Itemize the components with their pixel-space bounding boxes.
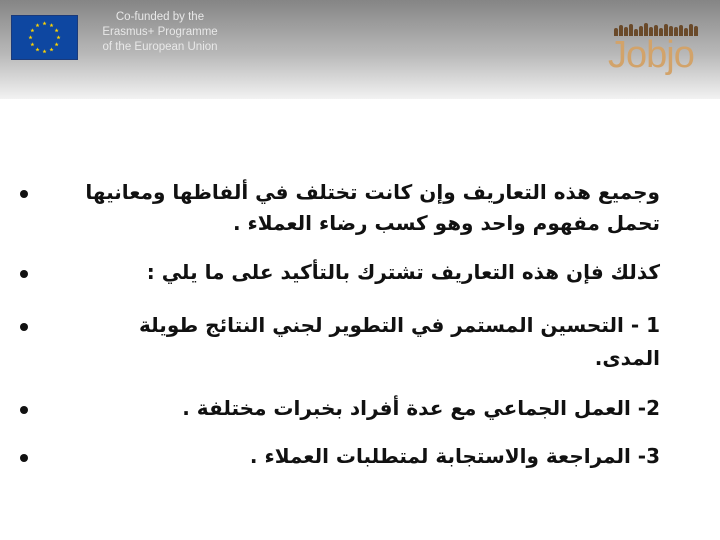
eu-text-line-3: of the European Union <box>102 41 218 53</box>
bullet-5 <box>20 454 28 462</box>
eu-text-line-1: Co-funded by the <box>115 11 205 23</box>
eu-text-line-2: Erasmus+ Programme <box>102 26 218 38</box>
list-item-1-line-1: وجميع هذه التعاريف وإن كانت تختلف في ألفاظها ومعانيها <box>85 180 660 204</box>
brand-logo: Jobjo <box>608 34 694 76</box>
eu-flag-logo <box>11 15 78 60</box>
list-item-4: 2- العمل الجماعي مع عدة أفراد بخبرات مختلفة . <box>182 396 660 420</box>
list-item-1-line-2: تحمل مفهوم واحد وهو كسب رضاء العملاء . <box>233 211 660 235</box>
list-item-5: 3- المراجعة والاستجابة لمتطلبات العملاء . <box>249 444 660 468</box>
eu-stars-icon <box>12 16 77 59</box>
bullet-3 <box>20 323 28 331</box>
list-item-2: كذلك فإن هذه التعاريف تشترك بالتأكيد على ما يلي : <box>146 260 660 284</box>
header-band <box>0 0 720 99</box>
bullet-4 <box>20 406 28 414</box>
list-item-3-line-1: 1 - التحسين المستمر في التطوير لجني النتائج طويلة <box>139 313 660 337</box>
list-item-3-line-2: المدى. <box>594 346 660 370</box>
eu-cofunding-label <box>85 10 235 55</box>
bullet-2 <box>20 270 28 278</box>
bullet-1 <box>20 190 28 198</box>
